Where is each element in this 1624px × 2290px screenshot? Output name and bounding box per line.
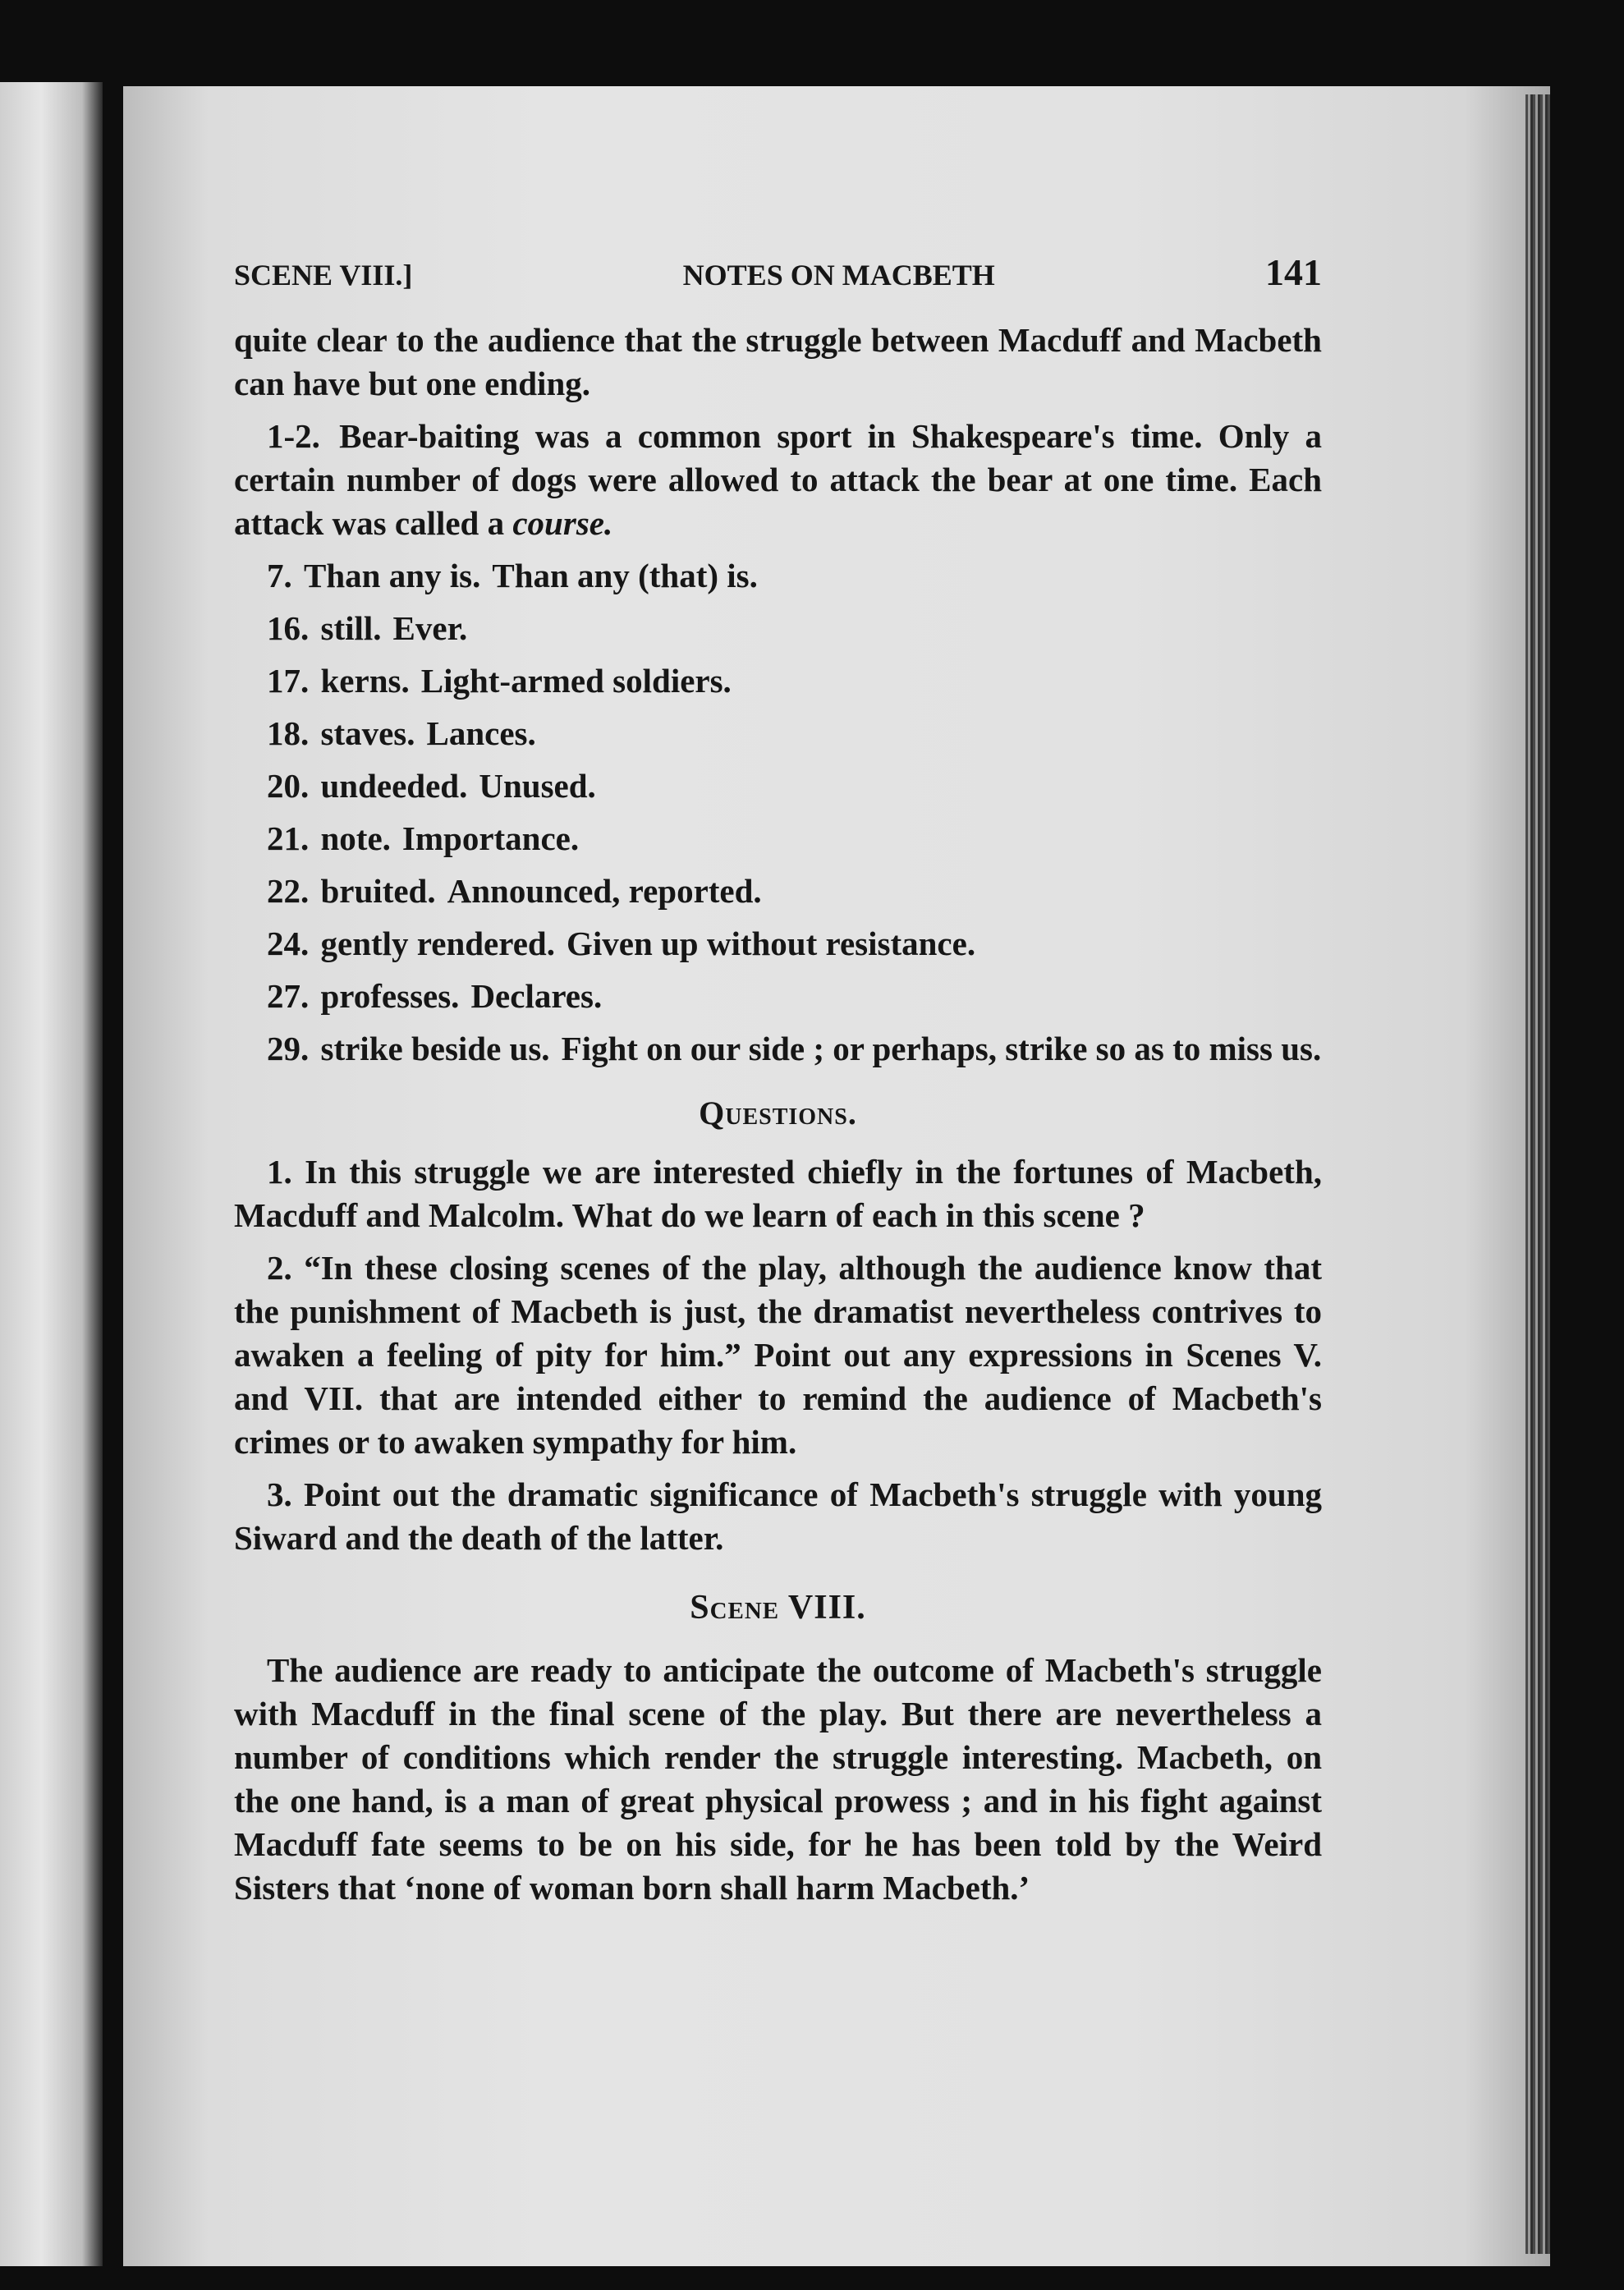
note-term: bruited. <box>320 872 436 910</box>
note-gloss: Fight on our side ; or perhaps, strike so as to miss us. <box>561 1030 1322 1067</box>
running-header <box>234 250 1322 294</box>
note-term: staves. <box>320 714 415 752</box>
note-number: 29. <box>267 1030 310 1067</box>
header-section: SCENE VIII.] <box>234 259 413 291</box>
question-2: 2. “In these closing scenes of the play, although the audience know that the punishment of Macbeth is just, the dramatist nevertheless contrives to awaken a feeling of pity for him.” Point out any expressions in Scenes V. and VII. that are intended either to remind the audience of Macbeth's crimes or to awaken sympathy for him. <box>234 1249 1322 1461</box>
page-number: 141 <box>1265 251 1322 293</box>
note-term: still. <box>320 609 382 647</box>
note-term: Than any is. <box>304 557 481 594</box>
note-item <box>234 817 1322 860</box>
note-term: kerns. <box>320 662 410 700</box>
note-gloss: Announced, reported. <box>447 872 762 910</box>
note-item <box>234 870 1322 913</box>
note-term: note. <box>320 819 391 857</box>
question-1: 1. In this struggle we are interested chiefly in the fortunes of Macbeth, Macduff and Malcolm. What do we learn of each in this scene ? <box>234 1153 1322 1234</box>
intro-paragraph: quite clear to the audience that the struggle between Macduff and Macbeth can have but one ending. <box>234 321 1322 402</box>
note-term: gently rendered. <box>320 925 555 962</box>
line-notes <box>234 554 1322 1071</box>
note-number: 22. <box>267 872 310 910</box>
note-term: professes. <box>320 977 460 1015</box>
scene-heading: Scene VIII. <box>690 1589 866 1627</box>
header-title: NOTES ON MACBETH <box>682 259 995 291</box>
note-gloss: Light-armed soldiers. <box>420 662 732 700</box>
note-item <box>234 607 1322 650</box>
note-gloss: Ever. <box>392 609 468 647</box>
note-item <box>234 659 1322 703</box>
note-gloss: Bear-baiting was a common sport in Shakespeare's time. Only a certain number of dogs were allowed to attack the bear at one time. Each attack was called a <box>234 417 1323 542</box>
note-item <box>234 922 1322 966</box>
question-3: 3. Point out the dramatic significance of Macbeth's struggle with young Siward and the death of the latter. <box>234 1475 1322 1557</box>
note-item <box>234 764 1322 808</box>
note-number: 18. <box>267 714 310 752</box>
note-gloss: Lances. <box>426 714 536 752</box>
note-number: 16. <box>267 609 310 647</box>
note-italic: course. <box>512 504 613 542</box>
note-number: 21. <box>267 819 310 857</box>
note-gloss: Unused. <box>479 767 596 805</box>
scene-paragraph: The audience are ready to anticipate the outcome of Macbeth's struggle with Macduff in the final scene of the play. But there are nevertheless a number of conditions which render the struggle interesting. Macbeth, on the one hand, is a man of great physical prowess ; and in his fight against Macduff fate seems to be on his side, for he has been told by the Weird Sisters that ‘none of woman born shall harm Macbeth.’ <box>234 1651 1322 1907</box>
note-term: strike beside us. <box>320 1030 550 1067</box>
note-gloss: Than any (that) is. <box>492 557 758 594</box>
note-gloss: Declares. <box>470 977 603 1015</box>
questions-heading: Questions. <box>699 1095 857 1131</box>
page-stack-edge <box>1525 94 1550 2254</box>
page-text <box>234 250 1322 1919</box>
note-item <box>234 712 1322 755</box>
note-number: 7. <box>267 557 292 594</box>
note-item <box>234 975 1322 1018</box>
note-number: 1-2. <box>267 417 320 455</box>
note-number: 24. <box>267 925 310 962</box>
note-1-2 <box>234 415 1322 545</box>
note-number: 20. <box>267 767 310 805</box>
note-item <box>234 1027 1322 1071</box>
note-item <box>234 554 1322 598</box>
note-number: 17. <box>267 662 310 700</box>
facing-page-edge <box>0 82 103 2266</box>
note-number: 27. <box>267 977 310 1015</box>
note-gloss: Given up without resistance. <box>566 925 976 962</box>
note-term: undeeded. <box>320 767 468 805</box>
note-gloss: Importance. <box>401 819 580 857</box>
